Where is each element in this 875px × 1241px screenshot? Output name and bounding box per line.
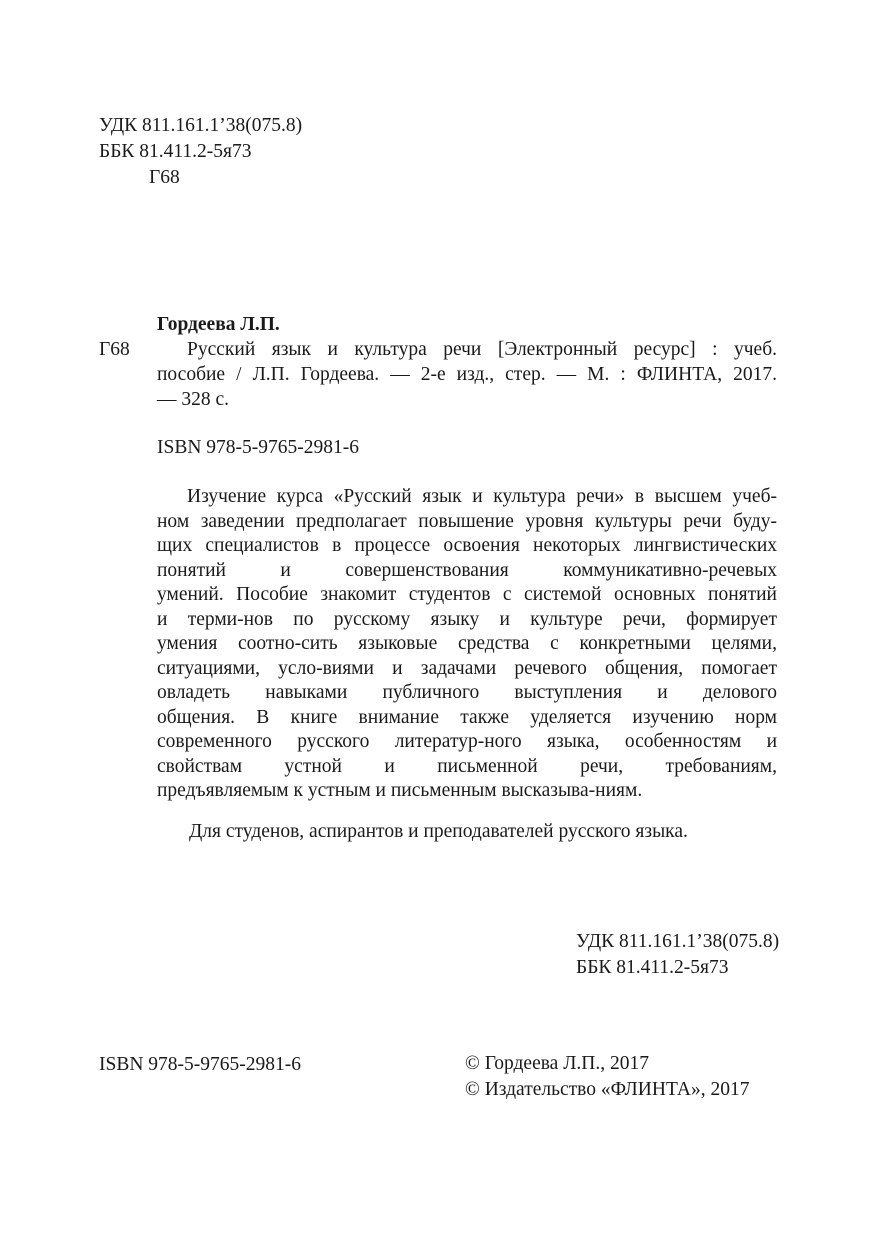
udk-code: УДК 811.161.1’38(075.8)	[576, 931, 780, 952]
audience-note: Для студенов, аспирантов и преподавателей русского языка.	[189, 821, 688, 842]
annotation-line: понятий и совершенствования коммуникативно-речевых	[157, 559, 777, 581]
annotation-line: ситуациями, усло-виями и задачами речевого общения, помогает	[157, 657, 777, 679]
annotation-line: ном заведении предполагает повышение уровня культуры речи буду-	[157, 510, 777, 532]
annotation-line: общения. В книге внимание также уделяется изучению норм	[157, 706, 777, 728]
bibliographic-line: Русский язык и культура речи [Электронный ресурс] : учеб.	[187, 339, 777, 360]
bbk-code: ББК 81.411.2-5я73	[99, 141, 252, 162]
bibliographic-line: пособие / Л.П. Гордеева. — 2-е изд., стер. — М. : ФЛИНТА, 2017.	[157, 364, 777, 385]
annotation-line: Изучение курса «Русский язык и культура речи» в высшем учеб-	[187, 486, 777, 507]
bibliographic-line: — 328 с.	[157, 389, 230, 410]
bibliographic-description	[157, 337, 777, 412]
annotation-line: щих специалистов в процессе освоения некоторых лингвистических	[157, 535, 777, 556]
bbk-code: ББК 81.411.2-5я73	[576, 957, 729, 978]
classification-codes-top	[99, 113, 302, 191]
annotation-line: и терми-нов по русскому языку и культуре речи, формирует	[157, 608, 777, 630]
annotation-line: свойствам устной и письменной речи, требованиям,	[157, 755, 777, 777]
copyright-publisher: © Издательство «ФЛИНТА», 2017	[465, 1079, 750, 1100]
annotation-line: современного русского литератур-ного языка, особенностям и	[157, 731, 777, 752]
isbn-footer: ISBN 978-5-9765-2981-6	[99, 1054, 302, 1075]
annotation-line: овладеть навыками публичного выступления и делового	[157, 682, 777, 703]
classification-codes-bottom	[576, 929, 779, 981]
copyright-author: © Гордеева Л.П., 2017	[465, 1053, 650, 1074]
annotation-line: предъявляемым к устным и письменным высказыва-ниям.	[157, 780, 643, 801]
author-mark-margin: Г68	[99, 339, 130, 360]
annotation-line: умения соотно-сить языковые средства с конкретными целями,	[157, 633, 777, 654]
annotation-line: умений. Пособие знакомит студентов с системой основных понятий	[157, 584, 777, 605]
annotation	[157, 485, 777, 804]
copyright-notices	[465, 1051, 749, 1103]
author-mark-code: Г68	[149, 167, 180, 188]
isbn-main: ISBN 978-5-9765-2981-6	[157, 437, 360, 458]
author-heading: Гордеева Л.П.	[157, 314, 280, 335]
udk-code: УДК 811.161.1’38(075.8)	[99, 115, 303, 136]
